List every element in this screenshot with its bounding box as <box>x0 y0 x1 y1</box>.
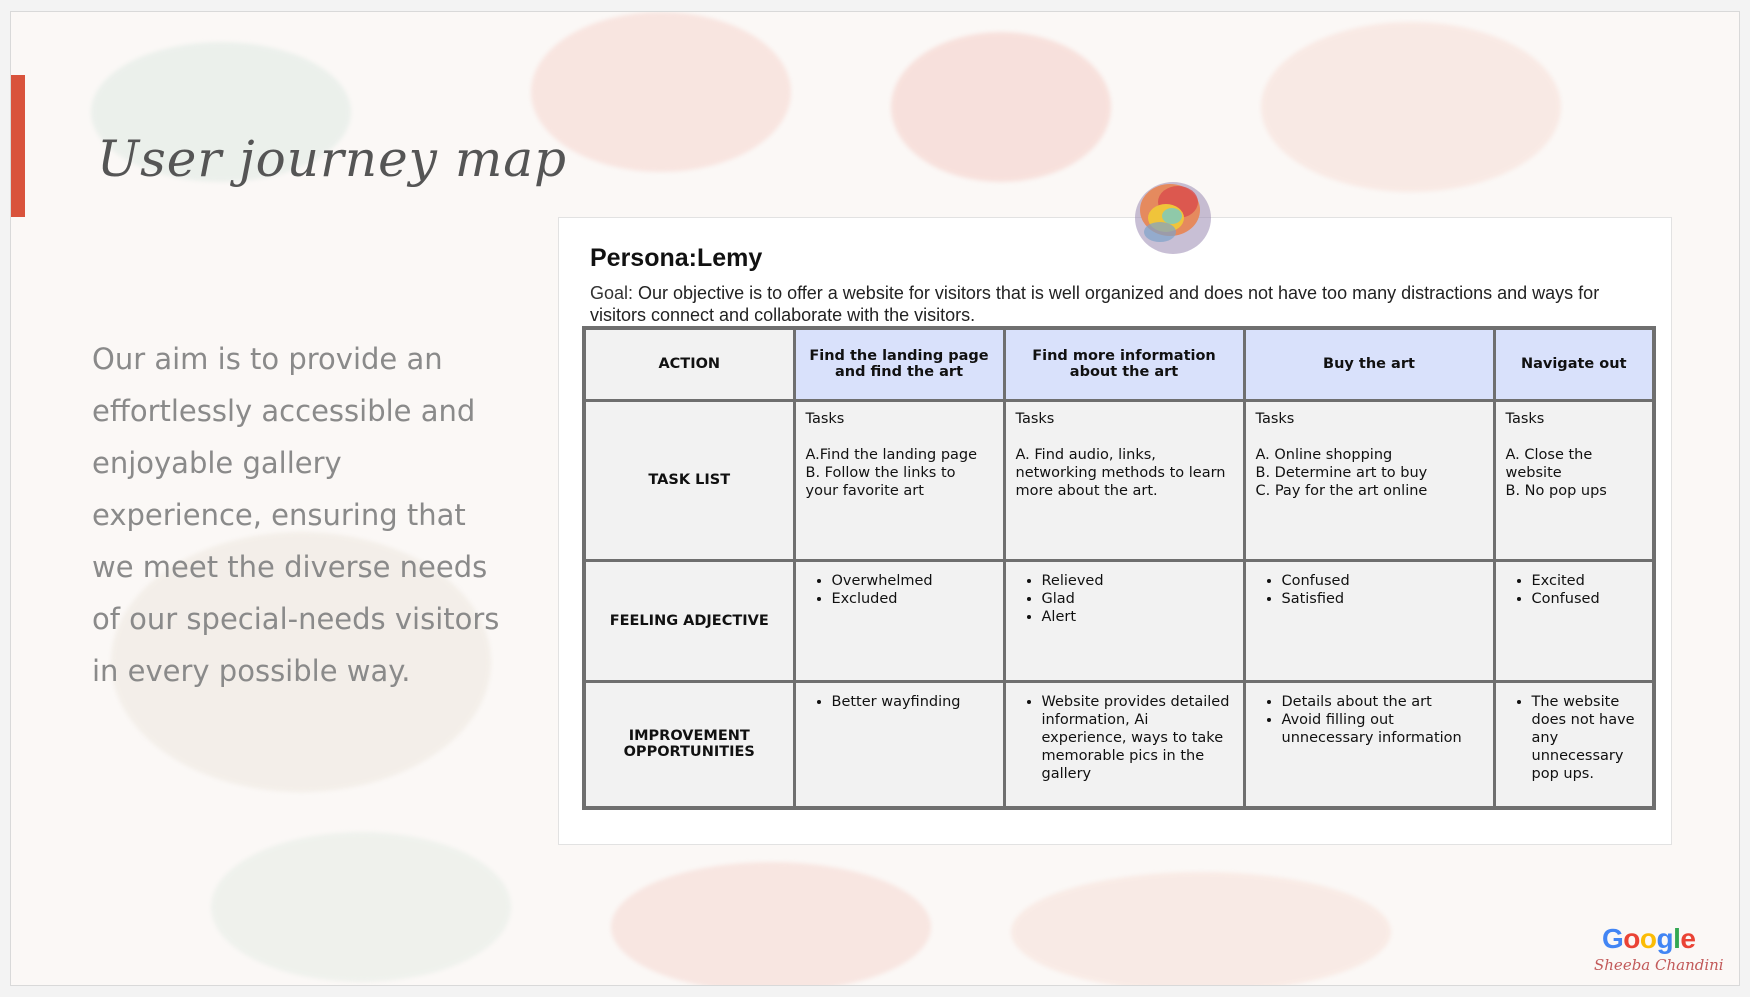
floral-background <box>1261 22 1561 192</box>
google-letter: G <box>1602 923 1624 954</box>
journey-map-table <box>582 326 1656 810</box>
persona-heading: Persona:Lemy <box>590 244 763 272</box>
list-item: • Excited <box>1532 572 1643 590</box>
table-row <box>584 328 1654 400</box>
floral-background <box>1011 872 1391 986</box>
floral-background <box>891 32 1111 182</box>
floral-background <box>611 862 931 986</box>
task-item: A. Find audio, links, networking methods to learn more about the art. <box>1015 446 1226 499</box>
list-item: • Confused <box>1532 590 1643 608</box>
task-heading: Tasks <box>1255 410 1295 427</box>
task-cell <box>1244 400 1494 560</box>
feeling-cell <box>1244 560 1494 681</box>
task-item: C. Pay for the art online <box>1255 482 1428 499</box>
task-item: B. Follow the links to your favorite art <box>805 464 956 499</box>
stage-header: Buy the art <box>1244 328 1494 400</box>
feeling-label: FEELING ADJECTIVE <box>584 560 794 681</box>
stage-header: Find more information about the art <box>1004 328 1244 400</box>
floral-background <box>211 832 511 982</box>
task-item: A.Find the landing page <box>805 446 978 463</box>
task-cell <box>794 400 1004 560</box>
stage-header: Find the landing page and find the art <box>794 328 1004 400</box>
improvement-cell <box>1494 681 1654 808</box>
task-item: B. No pop ups <box>1505 482 1607 499</box>
list-item: • Glad <box>1042 590 1233 608</box>
improvement-label: IMPROVEMENT OPPORTUNITIES <box>584 681 794 808</box>
task-item: A. Close the website <box>1505 446 1593 481</box>
task-cell <box>1004 400 1244 560</box>
stage-header: Navigate out <box>1494 328 1654 400</box>
improvement-cell <box>1004 681 1244 808</box>
action-label: ACTION <box>584 328 794 400</box>
floral-background <box>531 12 791 172</box>
task-heading: Tasks <box>1015 410 1055 427</box>
goal-description: Our objective is to offer a website for visitors that is well organized and does not have too many distractions and ways for visitors connect and collaborate with the visitors. <box>590 283 1600 325</box>
aim-paragraph: Our aim is to provide an effortlessly accessible and enjoyable gallery experience, ensuring that we meet the diverse needs of our special-needs visitors in every possible way. <box>92 342 500 688</box>
task-cell <box>1494 400 1654 560</box>
list-item: • Details about the art <box>1282 693 1483 711</box>
feeling-cell <box>1004 560 1244 681</box>
task-item: B. Determine art to buy <box>1255 464 1428 481</box>
task-heading: Tasks <box>1505 410 1545 427</box>
feeling-cell <box>794 560 1004 681</box>
task-heading: Tasks <box>805 410 845 427</box>
list-item: • Excluded <box>832 590 993 608</box>
signature: Sheeba Chandini <box>1594 956 1724 974</box>
feeling-cell <box>1494 560 1654 681</box>
google-logo <box>1602 923 1695 955</box>
table-row <box>584 681 1654 808</box>
list-item: • Satisfied <box>1282 590 1483 608</box>
task-list-label: TASK LIST <box>584 400 794 560</box>
task-item: A. Online shopping <box>1255 446 1393 463</box>
list-item: • Alert <box>1042 608 1233 626</box>
improvement-cell <box>794 681 1004 808</box>
list-item: • Better wayfinding <box>832 693 993 711</box>
list-item: • Overwhelmed <box>832 572 993 590</box>
google-letter: g <box>1656 923 1674 954</box>
table-row <box>584 400 1654 560</box>
list-item: • Relieved <box>1042 572 1233 590</box>
google-letter: l <box>1673 923 1681 954</box>
google-letter: e <box>1680 923 1696 954</box>
goal-text <box>590 282 1640 326</box>
accent-bar <box>11 75 25 217</box>
rose-icon <box>1130 172 1216 258</box>
list-item: • Avoid filling out unnecessary information <box>1282 711 1483 747</box>
list-item: • Website provides detailed information, Ai experience, ways to take memorable pics in the gallery <box>1042 693 1233 783</box>
google-letter: o <box>1639 923 1657 954</box>
improvement-cell <box>1244 681 1494 808</box>
slide-title: User journey map <box>97 130 568 188</box>
list-item: • Confused <box>1282 572 1483 590</box>
list-item: • The website does not have any unnecessary pop ups. <box>1532 693 1643 783</box>
goal-label: Goal: <box>590 283 634 303</box>
google-letter: o <box>1623 923 1640 954</box>
table-row <box>584 560 1654 681</box>
